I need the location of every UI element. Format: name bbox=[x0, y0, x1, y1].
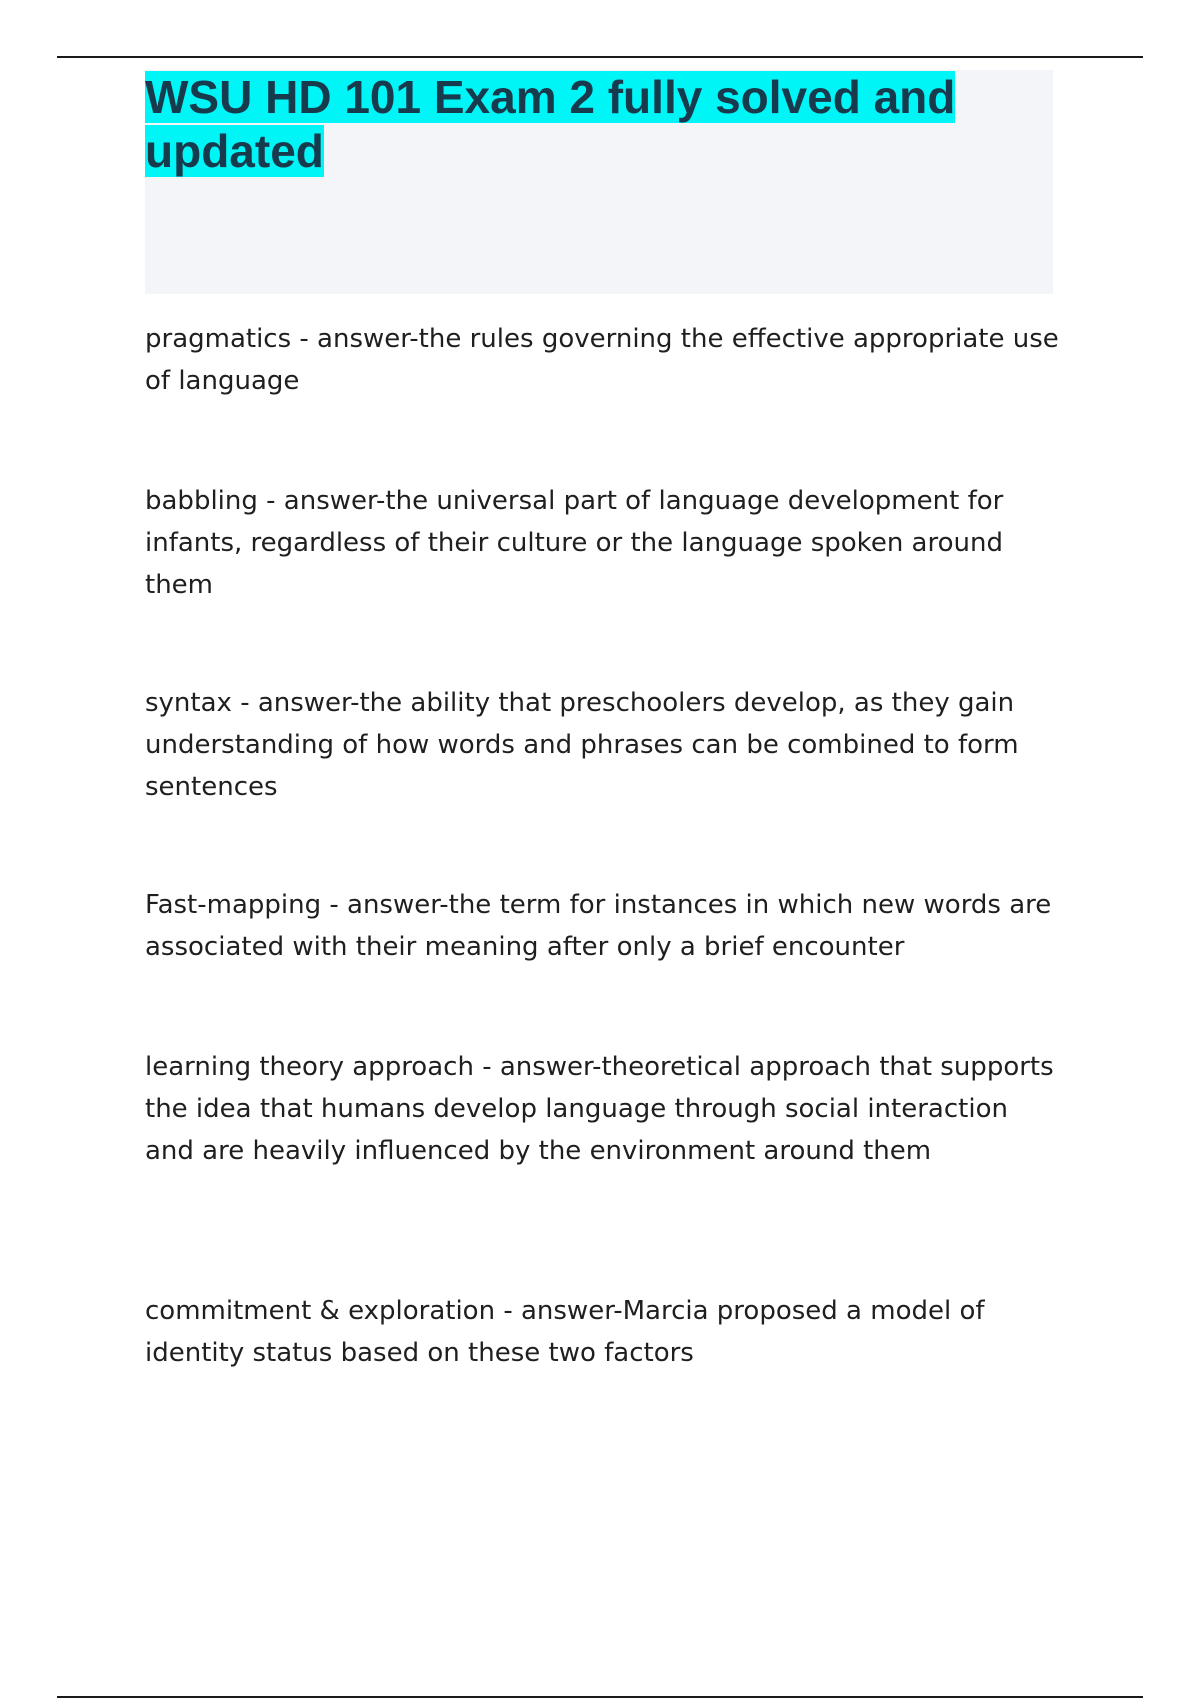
qa-entry-syntax: syntax - answer-the ability that preschoolers develop, as they gain understanding of how words and phrases can be combined to form sentences bbox=[145, 688, 1019, 802]
qa-entry-learning-theory: learning theory approach - answer-theoretical approach that supports the idea that humans develop language through social interaction and are heavily influenced by the environment around them bbox=[145, 1052, 1054, 1166]
qa-entry-babbling: babbling - answer-the universal part of language development for infants, regardless of their culture or the language spoken around them bbox=[145, 486, 1004, 600]
top-divider bbox=[57, 56, 1143, 58]
bottom-divider bbox=[57, 1696, 1143, 1698]
page-title bbox=[145, 70, 1025, 178]
title-block bbox=[145, 70, 1053, 294]
qa-entry-pragmatics: pragmatics - answer-the rules governing the effective appropriate use of language bbox=[145, 324, 1059, 396]
qa-entry-fast-mapping: Fast-mapping - answer-the term for instances in which new words are associated with their meaning after only a brief encounter bbox=[145, 890, 1052, 962]
qa-entry-commitment-exploration: commitment & exploration - answer-Marcia proposed a model of identity status based on these two factors bbox=[145, 1296, 985, 1368]
page-title-text: WSU HD 101 Exam 2 fully solved and updated bbox=[145, 71, 956, 177]
